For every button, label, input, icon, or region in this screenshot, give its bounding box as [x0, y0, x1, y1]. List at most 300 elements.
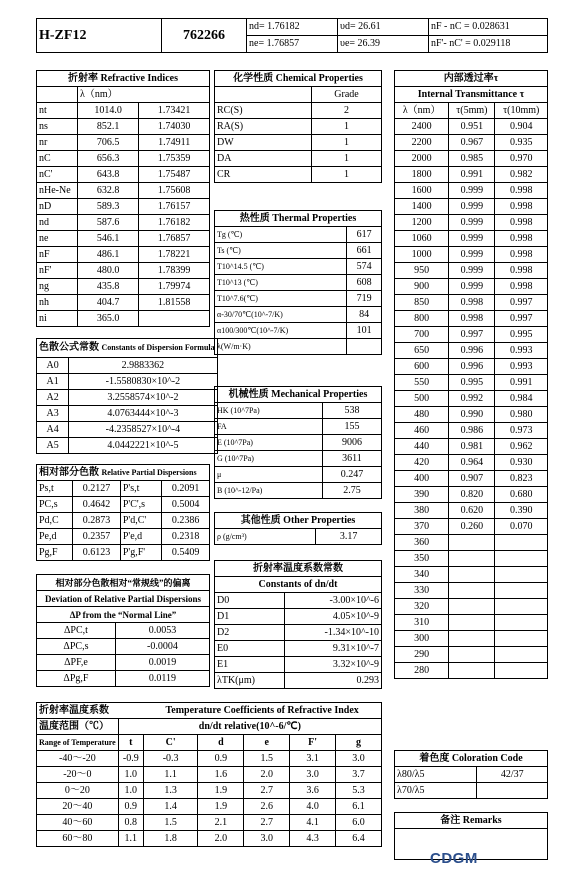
rpd-row [37, 497, 210, 513]
transmittance-row [395, 279, 548, 295]
mechanical-row [215, 435, 382, 451]
transmittance-row-cell: 0.997 [449, 327, 495, 343]
temp-range-en: Range of Temperature [37, 735, 119, 751]
other-row [215, 529, 382, 545]
dispersion-row-cell: 2.9883362 [69, 358, 217, 374]
temp-coef-row-cell: 1.3 [143, 783, 198, 799]
dndt-row-cell: D0 [215, 593, 285, 609]
transmittance-row [395, 167, 548, 183]
transmittance-row-cell: 0.999 [449, 279, 495, 295]
transmittance-row [395, 359, 548, 375]
transmittance-row [395, 151, 548, 167]
transmittance-row-cell: 0.995 [449, 375, 495, 391]
temp-coef-row-cell: 3.6 [290, 783, 336, 799]
rpd-row-cell: Pg,F [37, 545, 73, 561]
transmittance-row-cell: 400 [395, 471, 449, 487]
chemical-row-cell: 1 [312, 119, 382, 135]
dispersion-row-cell: -1.5580830×10^-2 [69, 374, 217, 390]
transmittance-row-cell: 0.820 [449, 487, 495, 503]
mechanical-row-cell: 2.75 [322, 483, 381, 499]
transmittance-row-cell: 700 [395, 327, 449, 343]
dispersion-row-cell: A0 [37, 358, 69, 374]
transmittance-row [395, 231, 548, 247]
dispersion-row-cell: A1 [37, 374, 69, 390]
chemical-row-cell: 2 [312, 103, 382, 119]
transmittance-row-cell: 0.390 [495, 503, 548, 519]
transmittance-row [395, 407, 548, 423]
transmittance-row-cell: 0.904 [495, 119, 548, 135]
thermal-row-cell: 574 [347, 259, 382, 275]
refractive-index-row-cell: 404.7 [78, 295, 139, 311]
nf-nc-prime-value: nF'- nC' = 0.029118 [429, 36, 548, 53]
dnl-row-cell: ΔPF,e [37, 655, 116, 671]
temp-coef-row [37, 751, 382, 767]
temp-coef-row-cell: 1.5 [244, 751, 290, 767]
thermal-row-cell: 661 [347, 243, 382, 259]
refractive-index-row-cell: 643.8 [78, 167, 139, 183]
refractive-index-row-cell: 1.73421 [139, 103, 210, 119]
transmittance-row-cell: 0.999 [449, 231, 495, 247]
dnl-row [37, 655, 210, 671]
transmittance-row-cell: 1200 [395, 215, 449, 231]
rpd-row-cell: P'e,d [120, 529, 162, 545]
refractive-index-row-cell: ne [37, 231, 78, 247]
thermal-row [215, 339, 382, 355]
dndt-row-cell: 9.31×10^-7 [285, 641, 382, 657]
refractive-index-row-cell: nd [37, 215, 78, 231]
refractive-index-row-cell: nt [37, 103, 78, 119]
transmittance-row-cell: 0.970 [495, 151, 548, 167]
transmittance-row-cell: 800 [395, 311, 449, 327]
dispersion-row [37, 406, 218, 422]
temp-coef-row-cell: 1.6 [198, 767, 244, 783]
temp-coef-row-cell: 60～80 [37, 831, 119, 847]
transmittance-row-cell: 650 [395, 343, 449, 359]
refractive-index-row-cell: 587.6 [78, 215, 139, 231]
transmittance-row [395, 487, 548, 503]
transmittance-row-cell: 360 [395, 535, 449, 551]
dnl-row-cell: -0.0004 [115, 639, 209, 655]
refractive-index-row-cell: 480.0 [78, 263, 139, 279]
rpd-row [37, 545, 210, 561]
transmittance-row-cell: 0.999 [449, 263, 495, 279]
thermal-row [215, 259, 382, 275]
refractive-index-row [37, 279, 210, 295]
dispersion-row-cell: 3.2558574×10^-2 [69, 390, 217, 406]
refractive-index-row-cell: nD [37, 199, 78, 215]
mechanical-row-cell: 0.247 [322, 467, 381, 483]
transmittance-row-cell [449, 663, 495, 679]
temp-coef-row-cell: -40～-20 [37, 751, 119, 767]
refractive-index-row-cell: 706.5 [78, 135, 139, 151]
transmittance-row [395, 583, 548, 599]
thermal-row [215, 307, 382, 323]
transmittance-row-cell: 460 [395, 423, 449, 439]
transmittance-row-cell: 0.980 [495, 407, 548, 423]
transmittance-row-cell: 1600 [395, 183, 449, 199]
temp-range-label: 温度范围（℃） [37, 719, 119, 735]
thermal-row-cell: 608 [347, 275, 382, 291]
temp-coef-row-cell: 4.1 [290, 815, 336, 831]
transmittance-row-cell [495, 551, 548, 567]
temp-coef-row-cell: 6.0 [336, 815, 382, 831]
refractive-index-row-cell: 546.1 [78, 231, 139, 247]
rpd-row-cell: P's,t [120, 481, 162, 497]
mechanical-row-cell: HK (10^7Pa) [215, 403, 323, 419]
rpd-row-cell: Pd,C [37, 513, 73, 529]
transmittance-row-cell: 320 [395, 599, 449, 615]
thermal-row-cell: T10^7.6(℃) [215, 291, 347, 307]
rpd-row [37, 481, 210, 497]
ve-value: υe= 26.39 [338, 36, 429, 53]
dispersion-row-cell: A5 [37, 438, 69, 454]
transmittance-row-cell [449, 615, 495, 631]
refractive-index-row-cell: 852.1 [78, 119, 139, 135]
dispersion-row-cell: A3 [37, 406, 69, 422]
temp-coef-row-cell: 2.0 [198, 831, 244, 847]
dispersion-row-cell: 4.0763444×10^-3 [69, 406, 217, 422]
chemical-row [215, 103, 382, 119]
refractive-index-row [37, 263, 210, 279]
transmittance-row-cell: 0.999 [449, 215, 495, 231]
transmittance-row-cell: 0.998 [495, 279, 548, 295]
rpd-row [37, 513, 210, 529]
dndt-row-cell: λTK(μm) [215, 673, 285, 689]
refractive-index-row [37, 151, 210, 167]
refractive-index-row-cell: 1014.0 [78, 103, 139, 119]
rpd-row-cell: PC,s [37, 497, 73, 513]
temp-coef-row [37, 783, 382, 799]
dnl-row [37, 623, 210, 639]
transmittance-row-cell [449, 551, 495, 567]
rpd-row-cell: 0.2127 [73, 481, 121, 497]
temp-col-header: C' [143, 735, 198, 751]
temperature-coefficients-table [36, 702, 382, 847]
refractive-index-row-cell: 1.76157 [139, 199, 210, 215]
nd-value: nd= 1.76182 [247, 19, 338, 36]
transmittance-row-cell: 0.992 [449, 391, 495, 407]
transmittance-row-cell: 0.907 [449, 471, 495, 487]
temp-coef-row-cell: 6.1 [336, 799, 382, 815]
coloration-lambda80: λ80/λ5 [395, 767, 477, 783]
transmittance-row [395, 343, 548, 359]
refractive-index-row [37, 311, 210, 327]
temp-coef-row-cell: 2.7 [244, 815, 290, 831]
temp-col-header: t [118, 735, 143, 751]
temp-coef-row-cell: 3.0 [290, 767, 336, 783]
thermal-row-cell: T10^13 (℃) [215, 275, 347, 291]
glass-code: 762266 [162, 19, 247, 53]
transmittance-title-en: Internal Transmittance τ [395, 87, 548, 103]
mechanical-row-cell: 3611 [322, 451, 381, 467]
transmittance-row-cell: 370 [395, 519, 449, 535]
transmittance-row-cell: 600 [395, 359, 449, 375]
transmittance-row-cell: 0.070 [495, 519, 548, 535]
refractive-index-row-cell: 1.76857 [139, 231, 210, 247]
refractive-index-row-cell: 1.74030 [139, 119, 210, 135]
chemical-title: 化学性质 Chemical Properties [215, 71, 382, 87]
thermal-row [215, 243, 382, 259]
dndt-constants-table [214, 560, 382, 689]
transmittance-row-cell: 330 [395, 583, 449, 599]
transmittance-row-cell: 390 [395, 487, 449, 503]
temp-coef-row-cell: 3.0 [244, 831, 290, 847]
transmittance-row-cell [449, 535, 495, 551]
transmittance-row-cell: 2400 [395, 119, 449, 135]
transmittance-row-cell: 0.990 [449, 407, 495, 423]
transmittance-row-cell: 0.998 [495, 199, 548, 215]
refractive-index-row-cell: ns [37, 119, 78, 135]
dispersion-row [37, 422, 218, 438]
transmittance-row-cell: 1400 [395, 199, 449, 215]
rpd-row-cell: P'C',s [120, 497, 162, 513]
transmittance-row [395, 199, 548, 215]
dispersion-row [37, 438, 218, 454]
dnl-row-cell: 0.0119 [115, 671, 209, 687]
temp-coef-row-cell: -20～0 [37, 767, 119, 783]
refractive-index-row-cell: 1.78221 [139, 247, 210, 263]
transmittance-row-cell: 0.985 [449, 151, 495, 167]
transmittance-row-cell: 0.967 [449, 135, 495, 151]
thermal-row-cell: T10^14.5 (℃) [215, 259, 347, 275]
dndt-row-cell: 0.293 [285, 673, 382, 689]
dndt-row-cell: -3.00×10^-6 [285, 593, 382, 609]
dispersion-row-cell: 4.0442221×10^-5 [69, 438, 217, 454]
rpd-row-cell: 0.6123 [73, 545, 121, 561]
transmittance-row [395, 391, 548, 407]
refractive-index-row-cell: 435.8 [78, 279, 139, 295]
thermal-row-cell: 617 [347, 227, 382, 243]
dnl-title-en2: ΔP from the “Normal Line” [37, 607, 210, 623]
transmittance-row-cell: 0.999 [449, 183, 495, 199]
grade-header: Grade [312, 87, 382, 103]
dnl-row-cell: 0.0053 [115, 623, 209, 639]
transmittance-row [395, 471, 548, 487]
temp-col-header: F' [290, 735, 336, 751]
temp-coef-row-cell: 3.0 [336, 751, 382, 767]
temp-coef-row-cell: 2.0 [244, 767, 290, 783]
rpd-row-cell: P'd,C' [120, 513, 162, 529]
transmittance-row-cell: 0.991 [495, 375, 548, 391]
thermal-row-cell: α100/300℃(10^-7/K) [215, 323, 347, 339]
chemical-row-cell: DA [215, 151, 312, 167]
temp-coef-row-cell: 1.8 [143, 831, 198, 847]
rpd-row-cell: 0.2318 [162, 529, 210, 545]
refractive-index-row-cell: ni [37, 311, 78, 327]
dndt-row-cell: 3.32×10^-9 [285, 657, 382, 673]
refractive-index-row [37, 183, 210, 199]
thermal-row-cell: Ts (℃) [215, 243, 347, 259]
transmittance-row-cell: 0.823 [495, 471, 548, 487]
temp-coef-row-cell: 1.1 [118, 831, 143, 847]
transmittance-row-cell: 500 [395, 391, 449, 407]
transmittance-row-cell: 0.998 [449, 311, 495, 327]
rpd-row-cell: 0.2873 [73, 513, 121, 529]
refractive-index-row-cell: nr [37, 135, 78, 151]
lambda-header: λ（nm） [78, 87, 210, 103]
temp-coef-row-cell: 1.9 [198, 799, 244, 815]
transmittance-row-cell: 0.964 [449, 455, 495, 471]
temp-coef-row [37, 831, 382, 847]
temp-coef-row-cell: -0.3 [143, 751, 198, 767]
other-title: 其他性质 Other Properties [215, 513, 382, 529]
rpd-row-cell: 0.2357 [73, 529, 121, 545]
dnl-title: 相对部分色散相对“常规线”的偏离 [37, 575, 210, 591]
transmittance-row-cell [495, 583, 548, 599]
transmittance-row-cell [449, 583, 495, 599]
temp-coef-row-cell: 4.0 [290, 799, 336, 815]
temp-coef-row [37, 767, 382, 783]
dnl-row-cell: 0.0019 [115, 655, 209, 671]
thermal-row-cell: 719 [347, 291, 382, 307]
transmittance-row-cell: 280 [395, 663, 449, 679]
internal-transmittance-table [394, 70, 548, 679]
mechanical-row [215, 403, 382, 419]
thermal-row-cell: Tg (℃) [215, 227, 347, 243]
transmittance-row [395, 135, 548, 151]
transmittance-row [395, 183, 548, 199]
transmittance-row-cell: 310 [395, 615, 449, 631]
dnl-title-en: Deviation of Relative Partial Dispersions [37, 591, 210, 607]
thermal-row [215, 227, 382, 243]
dndt-row [215, 641, 382, 657]
dndt-row [215, 609, 382, 625]
transmittance-row [395, 551, 548, 567]
transmittance-row-cell: 0.996 [449, 343, 495, 359]
transmittance-row-cell: 0.982 [495, 167, 548, 183]
transmittance-row-cell: 1060 [395, 231, 449, 247]
transmittance-row-cell: 0.951 [449, 119, 495, 135]
refractive-index-row-cell: 486.1 [78, 247, 139, 263]
refractive-index-row [37, 119, 210, 135]
transmittance-row [395, 615, 548, 631]
chemical-properties-table [214, 70, 382, 183]
transmittance-row [395, 375, 548, 391]
refractive-index-row [37, 103, 210, 119]
dndt-row-cell: D2 [215, 625, 285, 641]
rpd-row-cell: 0.4642 [73, 497, 121, 513]
thermal-title: 热性质 Thermal Properties [215, 211, 382, 227]
dnl-row [37, 671, 210, 687]
thermal-row [215, 275, 382, 291]
refractive-index-row-cell: 1.78399 [139, 263, 210, 279]
dndt-row-cell: E1 [215, 657, 285, 673]
refractive-indices-title: 折射率 Refractive Indices [37, 71, 210, 87]
dndt-row [215, 657, 382, 673]
dndt-row-cell: E0 [215, 641, 285, 657]
dndt-row [215, 593, 382, 609]
transmittance-row-cell [449, 567, 495, 583]
mechanical-row [215, 451, 382, 467]
transmittance-row-cell [495, 647, 548, 663]
transmittance-row-cell: 900 [395, 279, 449, 295]
mechanical-title: 机械性质 Mechanical Properties [215, 387, 382, 403]
transmittance-row-cell: 0.973 [495, 423, 548, 439]
temp-coef-row-cell: 0.9 [118, 799, 143, 815]
temp-coef-row-cell: 3.1 [290, 751, 336, 767]
temp-coef-row [37, 799, 382, 815]
dndt-row [215, 673, 382, 689]
transmittance-row-cell [495, 663, 548, 679]
mechanical-row-cell: 9006 [322, 435, 381, 451]
remarks-title: 备注 Remarks [395, 813, 548, 829]
mechanical-row [215, 483, 382, 499]
temp-header-row [37, 735, 382, 751]
refractive-index-row [37, 295, 210, 311]
temp-coef-row-cell: 2.7 [244, 783, 290, 799]
transmittance-row-cell: 950 [395, 263, 449, 279]
refractive-index-row [37, 135, 210, 151]
transmittance-row-cell: 0.999 [449, 199, 495, 215]
transmittance-row-cell [495, 535, 548, 551]
refractive-index-row-cell: 1.79974 [139, 279, 210, 295]
temp-col-header: e [244, 735, 290, 751]
refractive-index-row-cell: 589.3 [78, 199, 139, 215]
temp-coef-row-cell: 2.1 [198, 815, 244, 831]
mechanical-row [215, 467, 382, 483]
transmittance-row [395, 327, 548, 343]
other-properties-table [214, 512, 382, 545]
ne-value: ne= 1.76857 [247, 36, 338, 53]
transmittance-row [395, 599, 548, 615]
chemical-row [215, 119, 382, 135]
transmittance-col-header: τ(10mm) [495, 103, 548, 119]
transmittance-row-cell: 0.998 [449, 295, 495, 311]
transmittance-row-cell: 0.930 [495, 455, 548, 471]
temp-col-header: g [336, 735, 382, 751]
refractive-index-row-cell: 1.74911 [139, 135, 210, 151]
transmittance-title: 内部透过率τ [395, 71, 548, 87]
transmittance-row-cell: 0.984 [495, 391, 548, 407]
thermal-properties-table [214, 210, 382, 355]
refractive-index-row-cell: nF [37, 247, 78, 263]
temp-title: 折射率温度系数 [37, 703, 144, 719]
rpd-title: 相对部分色散 Relative Partial Dispersions [37, 465, 210, 481]
mechanical-row-cell: G (10^7Pa) [215, 451, 323, 467]
refractive-index-row-cell: 1.75487 [139, 167, 210, 183]
mechanical-row-cell: B (10^-12/Pa) [215, 483, 323, 499]
temp-coef-row-cell: -0.9 [118, 751, 143, 767]
transmittance-header-row [395, 103, 548, 119]
transmittance-row-cell: 1800 [395, 167, 449, 183]
transmittance-row-cell [495, 615, 548, 631]
refractive-index-row [37, 231, 210, 247]
transmittance-row [395, 423, 548, 439]
refractive-indices-table [36, 70, 210, 327]
transmittance-row-cell: 0.620 [449, 503, 495, 519]
transmittance-row-cell: 0.998 [495, 183, 548, 199]
refractive-index-row-cell: ng [37, 279, 78, 295]
temp-coef-row-cell: 1.0 [118, 767, 143, 783]
other-row-cell: 3.17 [316, 529, 382, 545]
transmittance-row [395, 247, 548, 263]
thermal-row-cell [347, 339, 382, 355]
dnl-row-cell: ΔPC,t [37, 623, 116, 639]
dispersion-row-cell: A2 [37, 390, 69, 406]
temp-coef-row-cell: 40～60 [37, 815, 119, 831]
temp-title-en: Temperature Coefficients of Refractive Index [143, 703, 381, 719]
transmittance-row [395, 663, 548, 679]
temp-coef-row-cell: 4.3 [290, 831, 336, 847]
chemical-row [215, 135, 382, 151]
refractive-index-row-cell: nC' [37, 167, 78, 183]
glass-name: H-ZF12 [37, 19, 162, 53]
rpd-row [37, 529, 210, 545]
transmittance-row [395, 263, 548, 279]
rpd-row-cell: 0.5409 [162, 545, 210, 561]
transmittance-row-cell [449, 631, 495, 647]
temp-coef-row-cell: 1.4 [143, 799, 198, 815]
